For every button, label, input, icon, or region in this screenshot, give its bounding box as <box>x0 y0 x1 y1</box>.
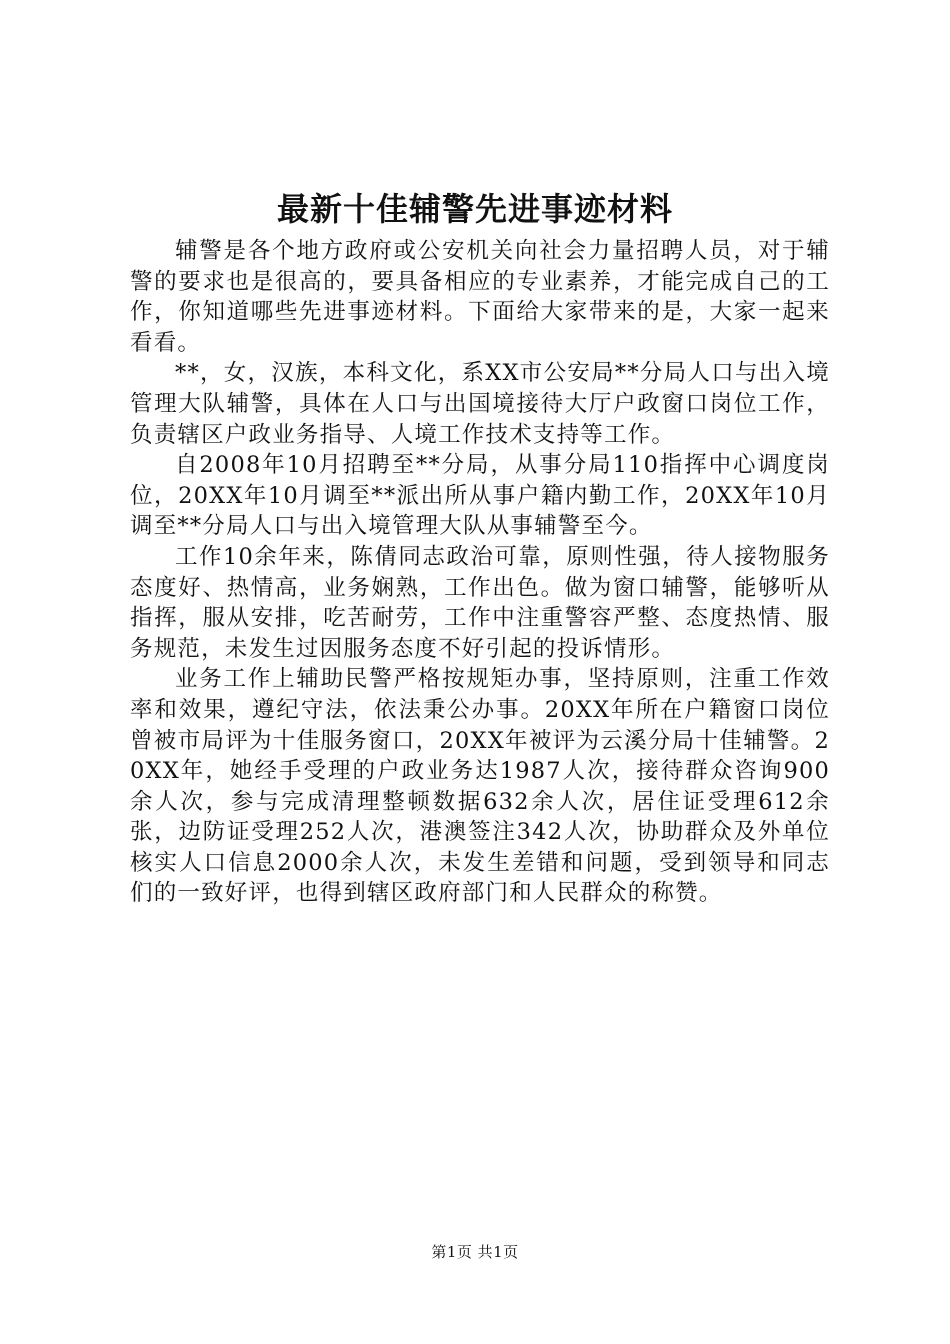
document-body <box>130 236 830 909</box>
paragraph-conduct: 工作10余年来，陈倩同志政治可靠，原则性强，待人接物服务态度好、热情高，业务娴熟，工作出色。做为窗口辅警，能够听从指挥，服从安排，吃苦耐劳，工作中注重警容严整、态度热情、服务规范，未发生过因服务态度不好引起的投诉情形。 <box>130 543 830 662</box>
paragraph-profile: **，女，汉族，本科文化，系XX市公安局**分局人口与出入境管理大队辅警，具体在人口与出国境接待大厅户政窗口岗位工作，负责辖区户政业务指导、人境工作技术支持等工作。 <box>130 360 830 448</box>
paragraph-intro: 辅警是各个地方政府或公安机关向社会力量招聘人员，对于辅警的要求也是很高的，要具备相应的专业素养，才能完成自己的工作，你知道哪些先进事迹材料。下面给大家带来的是，大家一起来看看。 <box>130 238 830 356</box>
paragraph-career: 自2008年10月招聘至**分局，从事分局110指挥中心调度岗位，20XX年10月调至**派出所从事户籍内勤工作，20XX年10月调至**分局人口与出入境管理大队从事辅警至今。 <box>130 452 830 540</box>
page-number-footer: 第1页 共1页 <box>431 1243 519 1261</box>
document-title: 最新十佳辅警先进事迹材料 <box>276 190 673 228</box>
paragraph-achievements: 业务工作上辅助民警严格按规矩办事，坚持原则，注重工作效率和效果，遵纪守法，依法秉公办事。20XX年所在户籍窗口岗位曾被市局评为十佳服务窗口，20XX年被评为云溪分局十佳辅警。20XX年，她经手受理的户政业务达1987人次，接待群众咨询900余人次，参与完成清理整顿数据632余人次，居住证受理612余张，边防证受理252人次，港澳签注342人次，协助群众及外单位核实人口信息2000余人次，未发生差错和问题，受到领导和同志们的一致好评，也得到辖区政府部门和人民群众的称赞。 <box>130 666 830 907</box>
